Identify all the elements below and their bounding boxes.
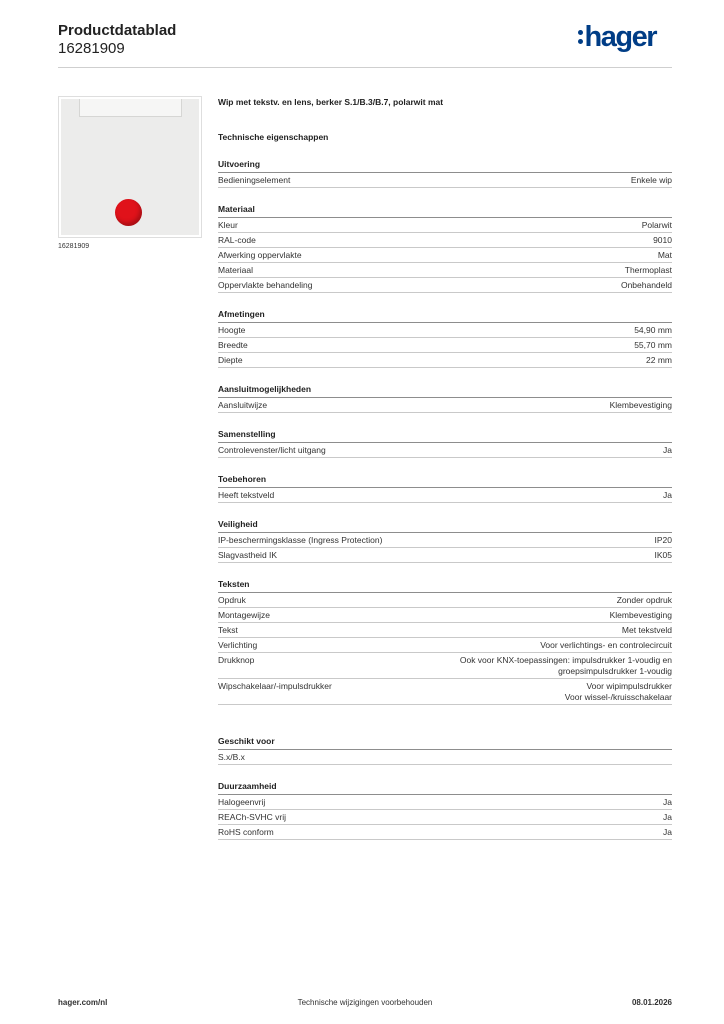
spec-value: Ja	[663, 812, 672, 822]
spec-label: REACh-SVHC vrij	[218, 812, 287, 822]
product-description: Wip met tekstv. en lens, berker S.1/B.3/B.7, polarwit mat	[218, 97, 444, 107]
section-samenstelling	[218, 428, 672, 458]
rocker-switch-image	[61, 99, 199, 235]
spec-row	[218, 173, 672, 188]
spec-label: Wipschakelaar/-impulsdrukker	[218, 681, 332, 691]
section-title: Afmetingen	[218, 308, 672, 323]
spec-label: RoHS conform	[218, 827, 274, 837]
spec-row	[218, 443, 672, 458]
spec-label: RAL-code	[218, 235, 256, 245]
spec-value: Ook voor KNX-toepassingen: impulsdrukker 1-voudig en groepsimpulsdrukker 1-voudig	[459, 655, 672, 676]
spec-value: Klembevestiging	[609, 610, 672, 620]
spec-label: Verlichting	[218, 640, 258, 650]
red-lens-icon	[115, 199, 142, 226]
spec-row	[218, 263, 672, 278]
spec-row	[218, 608, 672, 623]
product-specifications	[218, 96, 672, 840]
spec-row	[218, 218, 672, 233]
spec-value: 55,70 mm	[634, 340, 672, 350]
section-toebehoren	[218, 473, 672, 503]
section-title: Duurzaamheid	[218, 780, 672, 795]
spec-value: IP20	[654, 535, 672, 545]
product-image	[58, 96, 202, 238]
spec-label: Tekst	[218, 625, 238, 635]
spec-value: Ja	[663, 490, 672, 500]
section-afmetingen	[218, 308, 672, 368]
spec-value: Met tekstveld	[621, 625, 672, 635]
spec-row	[218, 653, 672, 679]
page-header	[58, 22, 672, 68]
spec-row	[218, 795, 672, 810]
spec-value: Onbehandeld	[620, 280, 672, 290]
spec-label: IP-beschermingsklasse (Ingress Protection)	[218, 535, 383, 545]
spec-row	[218, 623, 672, 638]
spec-value: Ja	[663, 797, 672, 807]
spec-label: Montagewijze	[218, 610, 270, 620]
section-duurzaamheid	[218, 780, 672, 840]
spec-label: Kleur	[218, 220, 238, 230]
spec-value: Enkele wip	[630, 175, 672, 185]
spec-label: Controlevenster/licht uitgang	[218, 445, 326, 455]
spec-label: Bedieningselement	[218, 175, 291, 185]
technical-properties-heading: Technische eigenschappen	[218, 132, 329, 142]
spec-row	[218, 488, 672, 503]
section-title: Teksten	[218, 578, 672, 593]
spec-row	[218, 353, 672, 368]
section-uitvoering	[218, 158, 672, 188]
spec-row	[218, 825, 672, 840]
section-title: Veiligheid	[218, 518, 672, 533]
spec-label: Diepte	[218, 355, 243, 365]
spec-value: Voor wipimpulsdrukker Voor wissel-/kruisschakelaar	[564, 681, 672, 702]
footer-disclaimer: Technische wijzigingen voorbehouden	[297, 998, 433, 1007]
section-title: Geschikt voor	[218, 735, 672, 750]
footer-website: hager.com/nl	[58, 998, 108, 1007]
spec-label: Materiaal	[218, 265, 253, 275]
section-title: Materiaal	[218, 203, 672, 218]
section-veiligheid	[218, 518, 672, 563]
spec-value: Klembevestiging	[609, 400, 672, 410]
spec-row	[218, 593, 672, 608]
spec-row	[218, 533, 672, 548]
spec-value: Ja	[663, 827, 672, 837]
spec-label: Opdruk	[218, 595, 246, 605]
spec-label: Drukknop	[218, 655, 255, 665]
spec-value: Polarwit	[641, 220, 672, 230]
section-title: Toebehoren	[218, 473, 672, 488]
spec-label: Aansluitwijze	[218, 400, 268, 410]
section-materiaal	[218, 203, 672, 293]
spec-row	[218, 323, 672, 338]
spec-value: 54,90 mm	[634, 325, 672, 335]
spec-label: Heeft tekstveld	[218, 490, 275, 500]
spec-row	[218, 810, 672, 825]
spec-value: Zonder opdruk	[616, 595, 672, 605]
document-title: Productdatablad	[58, 22, 177, 39]
spec-value: IK05	[654, 550, 672, 560]
section-aansluitmogelijkheden	[218, 383, 672, 413]
product-number: 16281909	[58, 40, 125, 57]
spec-value: Mat	[657, 250, 672, 260]
spec-row	[218, 248, 672, 263]
section-geschikt-voor	[218, 735, 672, 765]
spec-row	[218, 679, 672, 705]
spec-label: Slagvastheid IK	[218, 550, 278, 560]
label-field-window	[79, 99, 182, 117]
section-title: Uitvoering	[218, 158, 672, 173]
spec-row	[218, 233, 672, 248]
logo-text: hager	[584, 21, 656, 53]
spec-value: Voor verlichtings- en controlecircuit	[540, 640, 672, 650]
spec-label: Oppervlakte behandeling	[218, 280, 313, 290]
spec-label: S.x/B.x	[218, 752, 245, 762]
image-caption: 16281909	[58, 243, 90, 250]
section-title: Samenstelling	[218, 428, 672, 443]
spec-value: Ja	[663, 445, 672, 455]
spec-value: Thermoplast	[624, 265, 672, 275]
section-title: Aansluitmogelijkheden	[218, 383, 672, 398]
section-teksten	[218, 578, 672, 705]
spec-row	[218, 278, 672, 293]
spec-label: Afwerking oppervlakte	[218, 250, 302, 260]
spec-row	[218, 398, 672, 413]
footer-date: 08.01.2026	[631, 998, 672, 1007]
spec-row	[218, 548, 672, 563]
spec-value: 22 mm	[646, 355, 672, 365]
spec-label: Halogeenvrij	[218, 797, 266, 807]
logo-dots-icon	[578, 28, 583, 46]
spec-row	[218, 750, 672, 765]
spec-row	[218, 338, 672, 353]
header-divider	[58, 67, 672, 68]
hager-logo	[578, 22, 656, 52]
spec-label: Hoogte	[218, 325, 246, 335]
spec-value: 9010	[653, 235, 672, 245]
spec-label: Breedte	[218, 340, 248, 350]
spec-row	[218, 638, 672, 653]
